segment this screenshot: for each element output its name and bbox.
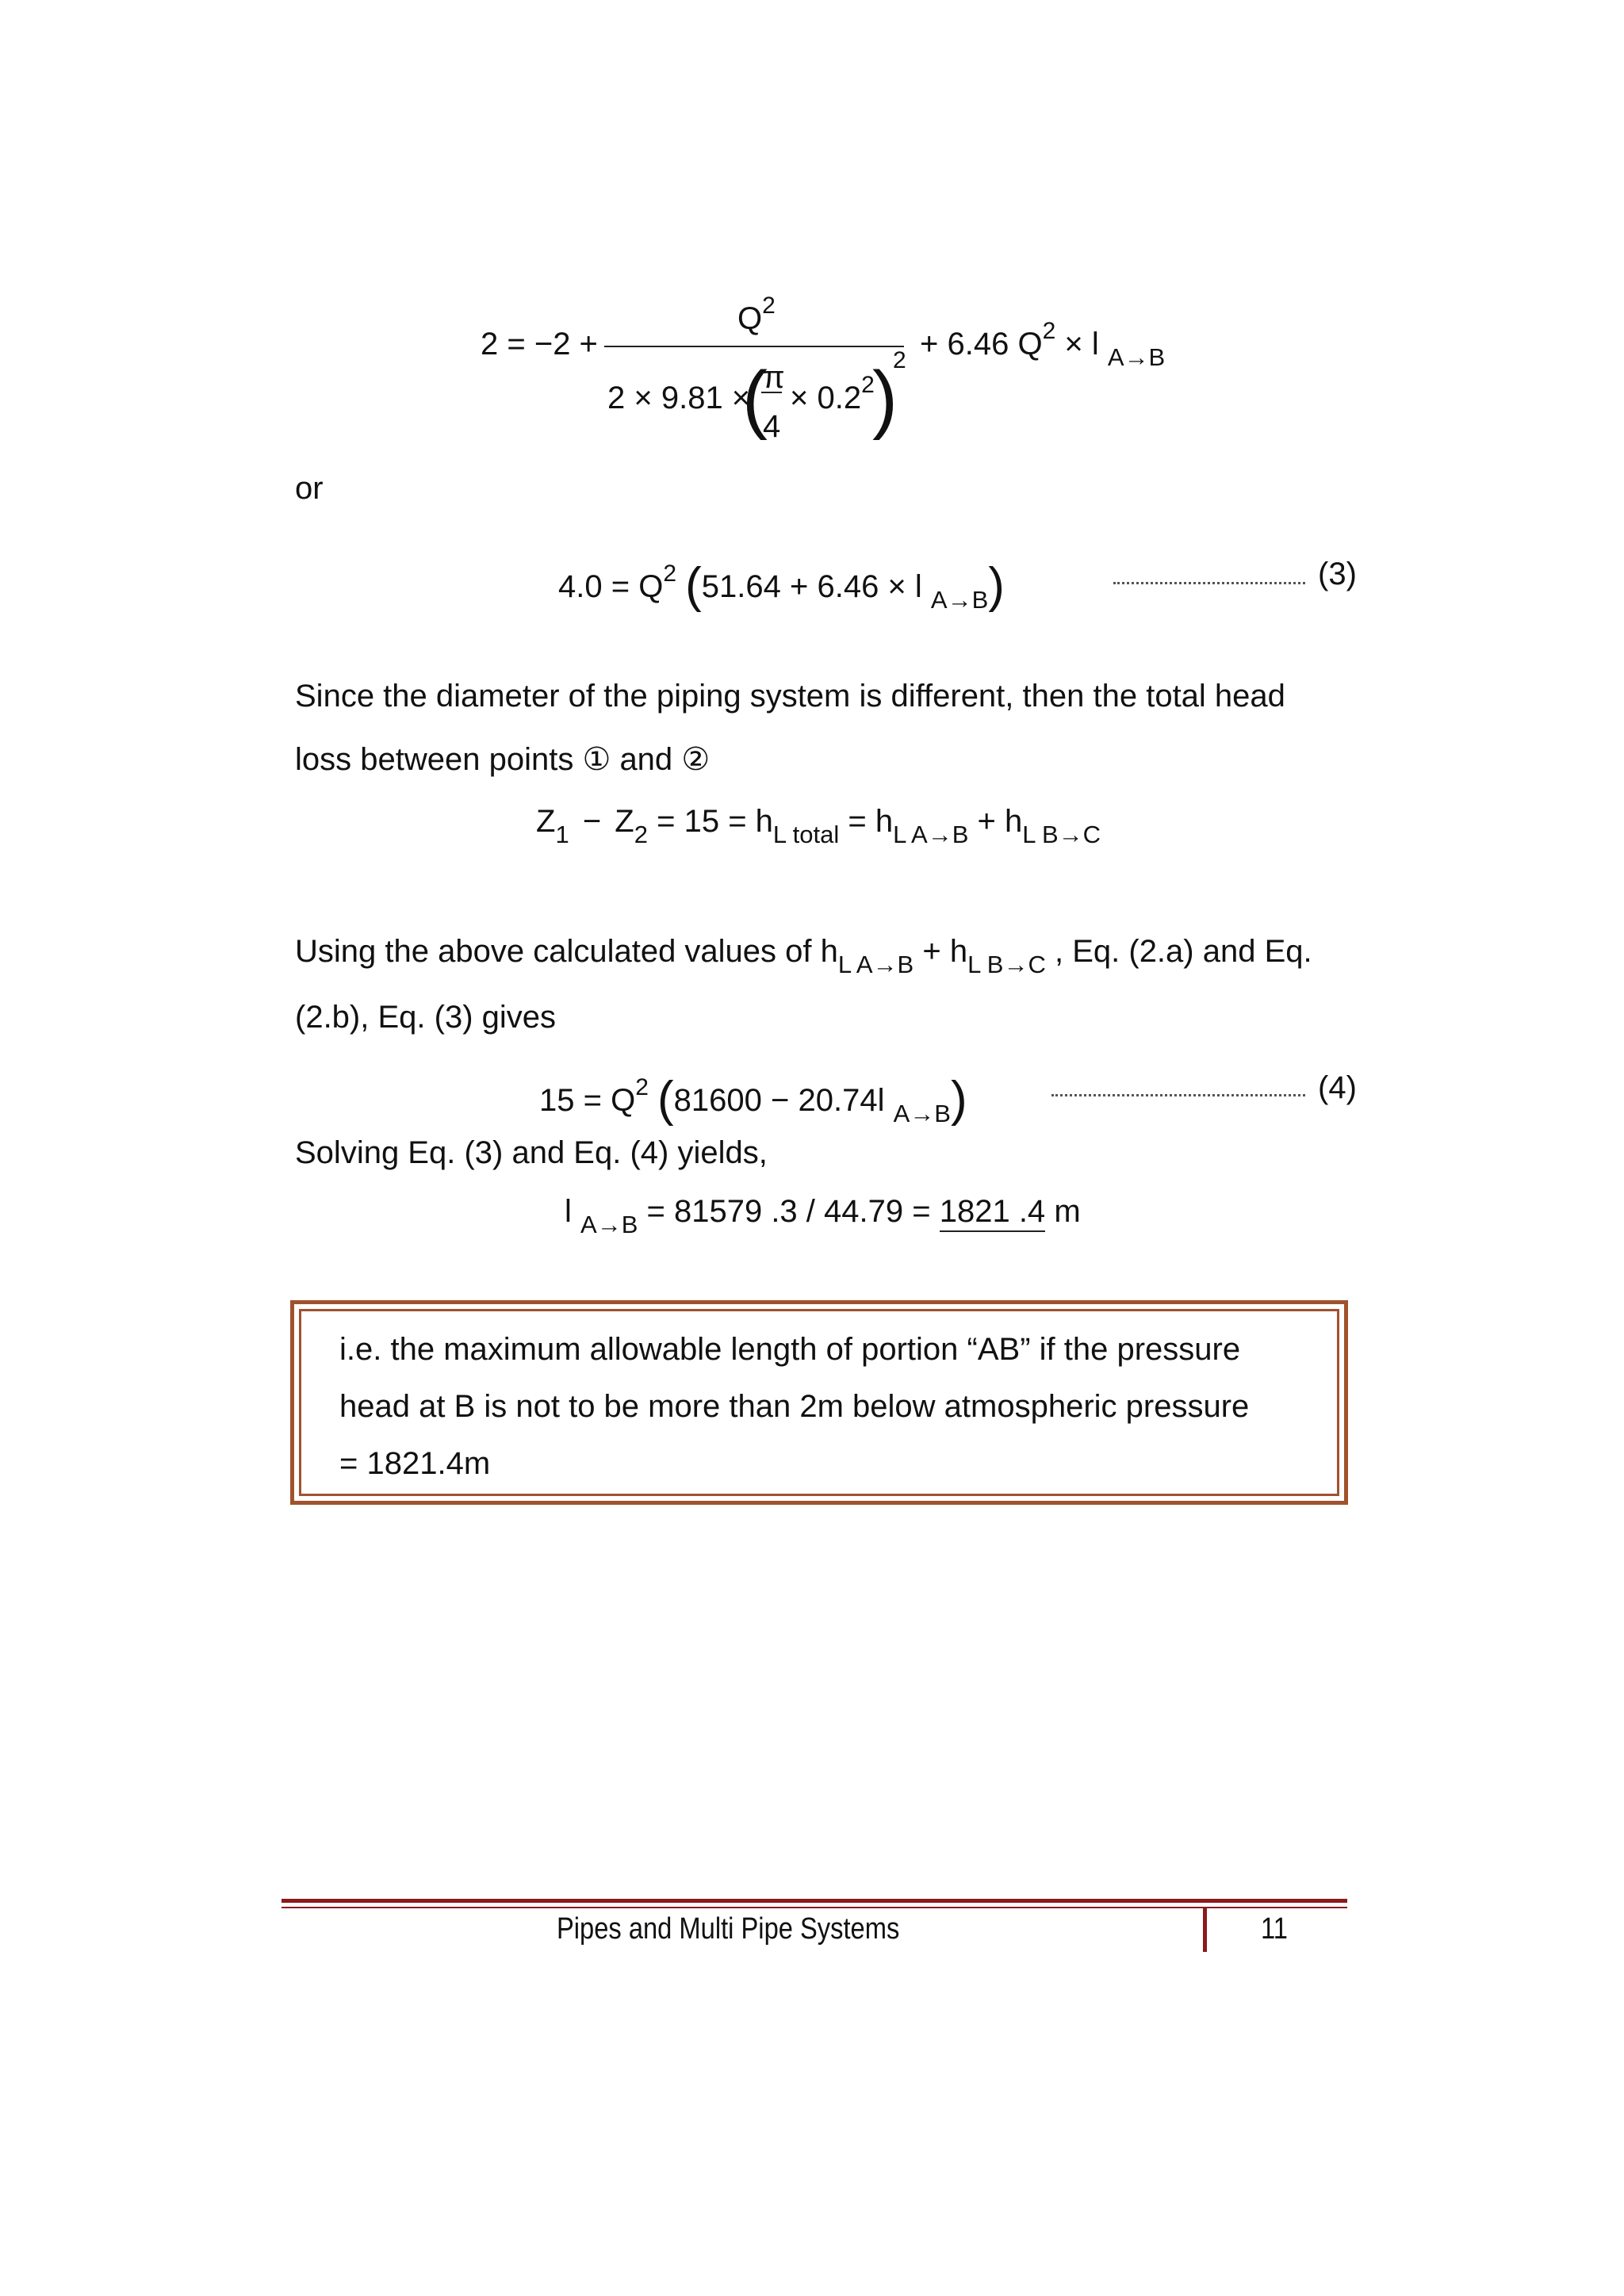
result-unit: m <box>1054 1194 1081 1229</box>
para2-h1-sub: L A→B <box>837 951 914 978</box>
eq3-sub: A→B <box>930 586 989 614</box>
eq4-body <box>539 1070 967 1127</box>
para2-a: Using the above calculated values of <box>295 934 821 969</box>
conclusion-text <box>339 1321 1311 1492</box>
eq1-numerator-exp: 2 <box>762 293 776 319</box>
eqz-plus: + h <box>977 804 1023 839</box>
eq1-outer-exp: 2 <box>893 347 906 373</box>
eq4-sub: A→B <box>893 1100 951 1127</box>
para2-line2: (2.b), Eq. (3) gives <box>295 1000 557 1035</box>
conclusion-line3: = 1821.4m <box>339 1446 491 1481</box>
eq1-den-prefix: 2 × 9.81 × <box>607 381 751 415</box>
para1-line1: Since the diameter of the piping system is different, then the total head <box>295 679 1285 714</box>
eq1-fraction-bar <box>604 346 904 347</box>
eqz-z2-sub: 2 <box>634 821 648 848</box>
circled-two-icon: ② <box>681 742 710 777</box>
paragraph-head-loss <box>295 664 1350 791</box>
conclusion-line1: i.e. the maximum allowable length of portion “AB” if the pressure <box>339 1332 1241 1367</box>
eqz-hlbc-sub: L B→C <box>1022 821 1101 848</box>
para2-h1: h <box>820 934 838 969</box>
eq4-exp: 2 <box>635 1074 649 1100</box>
eqz-hlab-sub: L A→B <box>893 821 969 848</box>
para2-b: , Eq. (2.a) and Eq. <box>1045 934 1312 969</box>
conclusion-box <box>290 1300 1348 1505</box>
eq4-paren-open: ( <box>657 1072 674 1127</box>
para2-plus: + h <box>914 934 968 969</box>
eq4-text: 15 = Q <box>539 1083 636 1118</box>
eqz-z1-sub: 1 <box>555 821 569 848</box>
eq1-den-times <box>790 372 875 415</box>
eq1-rhs <box>920 318 1166 371</box>
eq1-lhs: 2 = −2 + <box>481 327 598 362</box>
eq3-paren-close: ) <box>988 558 1005 613</box>
conclusion-line2: head at B is not to be more than 2m below atmospheric pressure <box>339 1389 1250 1424</box>
eq3-leader-dots <box>1113 582 1305 584</box>
eq3-exp: 2 <box>663 561 676 587</box>
circled-one-icon: ① <box>582 742 611 777</box>
eq4-leader-dots <box>1051 1094 1305 1096</box>
eq3-text: 4.0 = Q <box>558 569 664 604</box>
eqz-z1: Z <box>536 804 556 839</box>
result-l: l <box>565 1194 572 1229</box>
result-value: 1821 .4 <box>940 1194 1045 1232</box>
eq1-left-paren: ( <box>742 356 768 441</box>
conclusion-box-inner <box>299 1309 1339 1496</box>
eq4-paren-close: ) <box>950 1072 967 1127</box>
solving-text: Solving Eq. (3) and Eq. (4) yields, <box>295 1135 768 1170</box>
footer-rule-thick <box>282 1899 1347 1903</box>
paragraph-using-values <box>295 920 1350 1049</box>
footer-divider <box>1203 1908 1207 1952</box>
para1-line2 <box>295 728 1350 791</box>
eq1-den-times-text: × 0.2 <box>790 381 862 415</box>
footer-rule-thin <box>282 1907 1347 1908</box>
eq1-numerator-q: Q <box>737 301 763 336</box>
eq1-rhs-exp: 2 <box>1042 318 1056 344</box>
eq1-four: 4 <box>763 409 781 444</box>
eqz-eq2: = h <box>848 804 894 839</box>
para2-line1 <box>295 920 1350 985</box>
eq1-numerator <box>737 293 776 336</box>
equation-z <box>536 804 1101 848</box>
para2-h2-sub: L B→C <box>967 951 1046 978</box>
eq4-inner: 81600 − 20.74l <box>673 1083 885 1118</box>
footer-title: Pipes and Multi Pipe Systems <box>557 1912 900 1946</box>
result-expr: = 81579 .3 / 44.79 = <box>646 1194 931 1229</box>
result-sub: A→B <box>580 1211 638 1238</box>
eqz-z2: Z <box>615 804 634 839</box>
eqz-eq15: = 15 = h <box>657 804 773 839</box>
eqz-hl-total-sub: L total <box>772 821 840 848</box>
eq4-number: (4) <box>1318 1070 1357 1105</box>
eq3-number: (3) <box>1318 557 1357 591</box>
eq1-rhs-text: + 6.46 Q <box>920 327 1043 362</box>
eq3-inner: 51.64 + 6.46 × l <box>701 569 922 604</box>
para1-line2-a: loss between points <box>295 742 574 777</box>
eq1-rhs-tail: × l <box>1064 327 1099 362</box>
eq1-right-paren: ) <box>872 356 898 441</box>
or-text: or <box>295 471 324 506</box>
eq1-den-exp: 2 <box>861 372 875 398</box>
eq1-pi-bar <box>761 392 782 393</box>
para1-line2-b: and <box>619 742 673 777</box>
eqz-minus: − <box>582 804 602 839</box>
result-equation <box>565 1194 1081 1238</box>
eq3-paren-open: ( <box>685 558 702 613</box>
page-number: 11 <box>1261 1912 1288 1946</box>
eq1-pi: π <box>763 360 785 395</box>
eq3-body <box>558 557 1005 614</box>
eq1-rhs-sub: A→B <box>1107 343 1166 371</box>
